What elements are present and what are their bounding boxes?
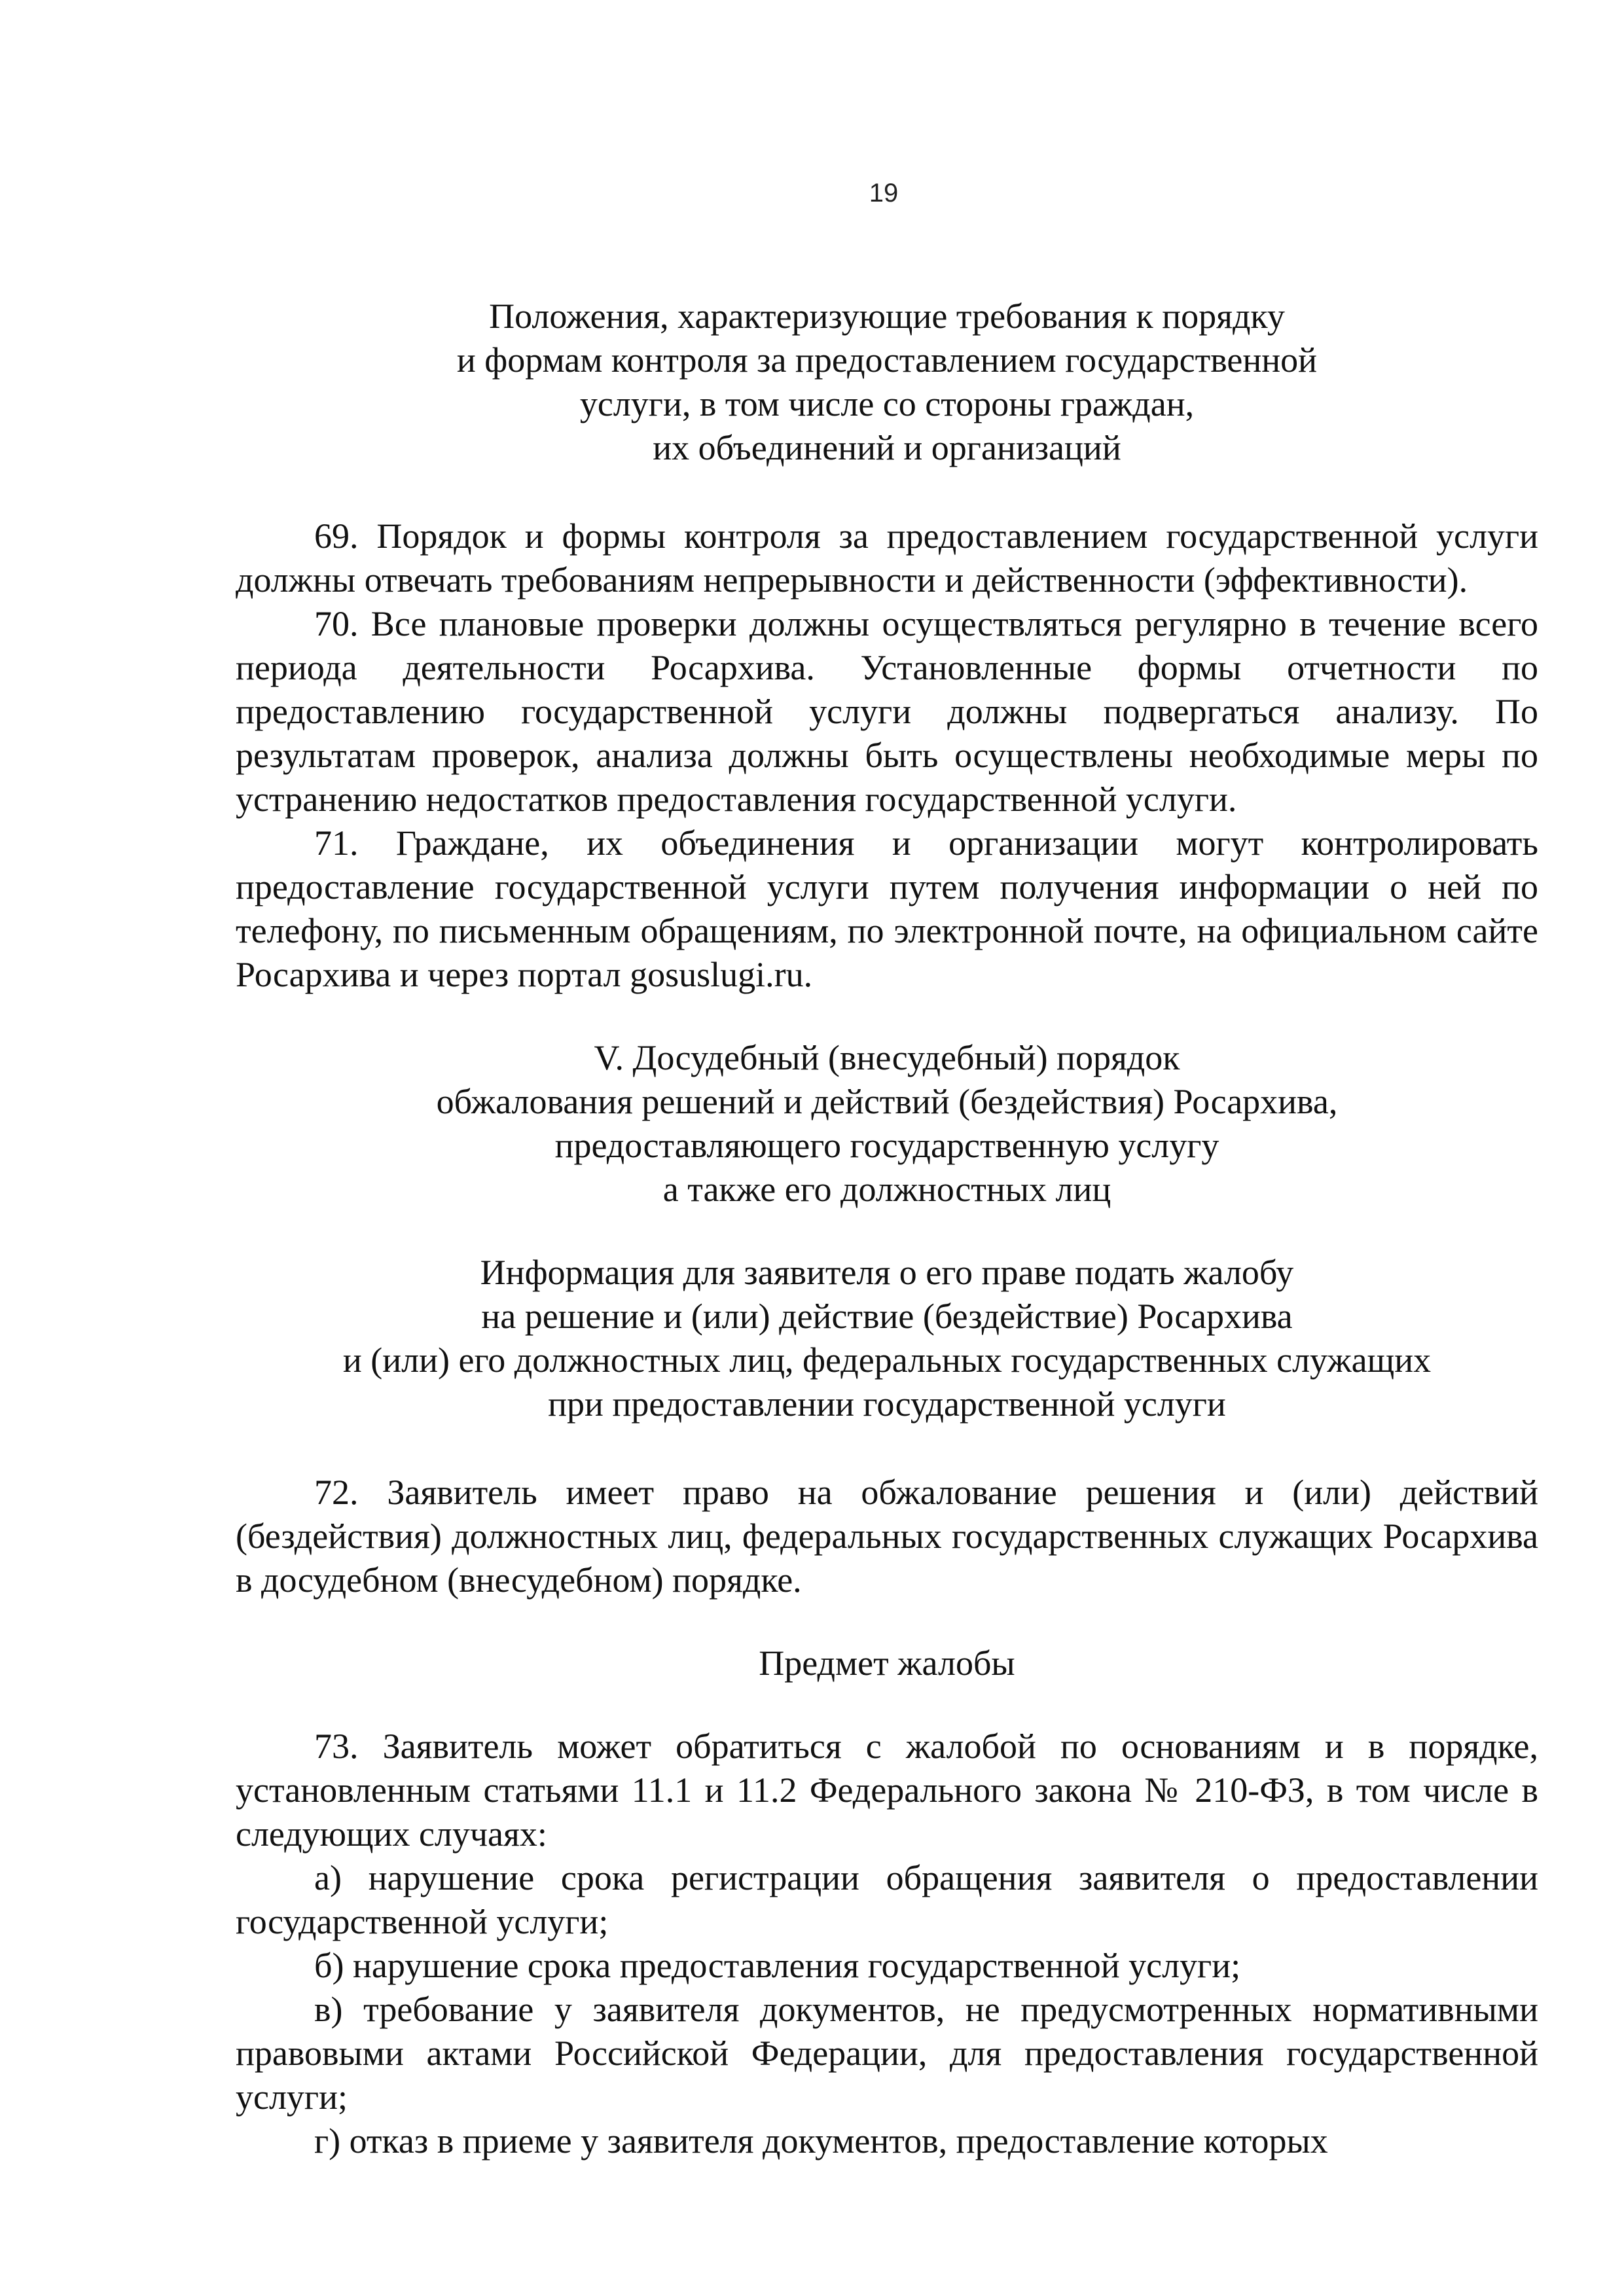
heading-line: Положения, характеризующие требования к порядку: [489, 296, 1285, 336]
list-item-v: в) требование у заявителя документов, не предусмотренных нормативными правовыми актами Российской Федерации, для предоставления государственной услуги;: [236, 1990, 1538, 2117]
paragraph-72: 72. Заявитель имеет право на обжалование решения и (или) действий (бездействия) должностных лиц, федеральных государственных служащих Росархива в досудебном (внесудебном) порядке.: [236, 1473, 1538, 1600]
page-content: [236, 295, 1538, 2163]
heading-line: обжалования решений и действий (бездействия) Росархива,: [436, 1082, 1338, 1121]
paragraph-71: 71. Граждане, их объединения и организации могут контролировать предоставление государственной услуги путем получения информации о ней по телефону, по письменным обращениям, по электронной почте, на официальном сайте Росархива и через портал gosuslugi.ru.: [236, 823, 1538, 994]
section-heading-v: [236, 1036, 1538, 1211]
heading-line: и формам контроля за предоставлением государственной: [456, 340, 1318, 380]
page-number: 19: [869, 179, 899, 207]
list-item-g: г) отказ в приеме у заявителя документов, предоставление которых: [314, 2121, 1328, 2161]
heading-line: при предоставлении государственной услуги: [548, 1384, 1226, 1424]
list-item-b: б) нарушение срока предоставления государственной услуги;: [314, 1946, 1241, 1985]
paragraph-69: 69. Порядок и формы контроля за предоставлением государственной услуги должны отвечать требованиям непрерывности и действенности (эффективности).: [236, 516, 1538, 600]
heading-line: и (или) его должностных лиц, федеральных государственных служащих: [342, 1340, 1432, 1380]
paragraph-73: 73. Заявитель может обратиться с жалобой по основаниям и в порядке, установленным статьями 11.1 и 11.2 Федерального закона № 210-ФЗ, в том числе в следующих случаях:: [236, 1727, 1538, 1854]
section-heading-subject: [236, 1641, 1538, 1685]
heading-line: их объединений и организаций: [653, 428, 1121, 467]
heading-line: предоставляющего государственную услугу: [554, 1126, 1219, 1165]
heading-line: Информация для заявителя о его праве подать жалобу: [480, 1253, 1294, 1292]
heading-line: на решение и (или) действие (бездействие) Росархива: [481, 1297, 1293, 1336]
heading-line: Предмет жалобы: [759, 1643, 1015, 1683]
list-item-a: а) нарушение срока регистрации обращения заявителя о предоставлении государственной услуги;: [236, 1858, 1538, 1941]
section-heading-control: [236, 295, 1538, 470]
paragraph-70: 70. Все плановые проверки должны осуществляться регулярно в течение всего периода деятельности Росархива. Установленные формы отчетности по предоставлению государственной услуги должны подвергаться анализу. По результатам проверок, анализа должны быть осуществлены необходимые меры по устранению недостатков предоставления государственной услуги.: [236, 604, 1538, 819]
heading-line: услуги, в том числе со стороны граждан,: [579, 384, 1195, 423]
heading-line: а также его должностных лиц: [662, 1170, 1111, 1209]
heading-line: V. Досудебный (внесудебный) порядок: [594, 1038, 1180, 1077]
section-heading-info: [236, 1251, 1538, 1426]
